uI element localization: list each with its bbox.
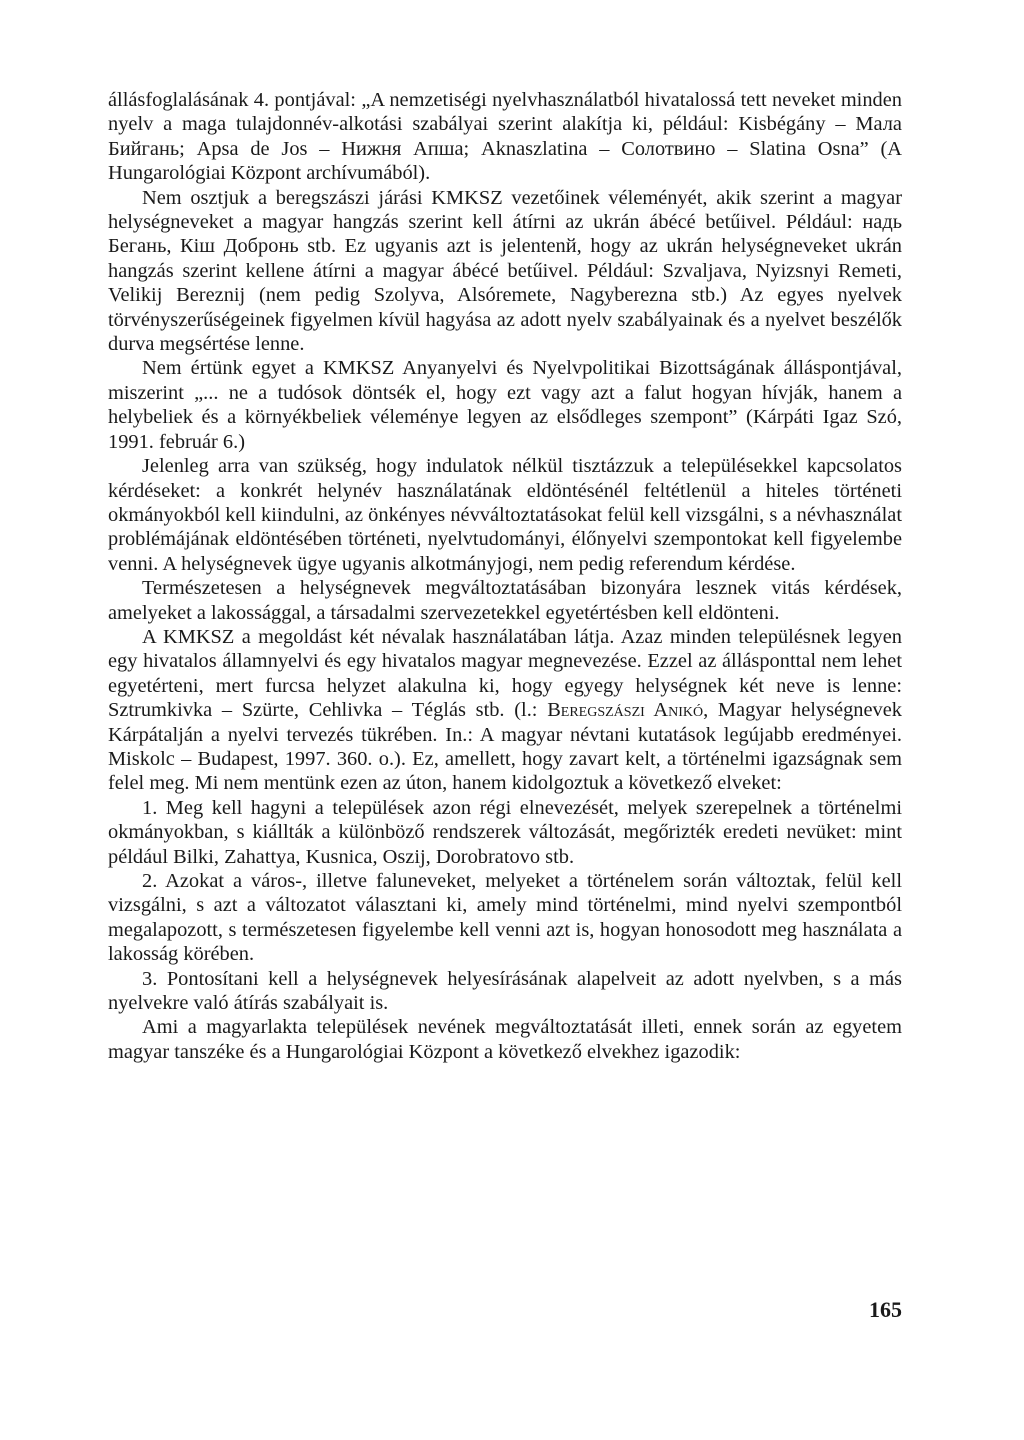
page-body bbox=[108, 88, 902, 1064]
paragraph-2: Nem osztjuk a beregszászi járási KMKSZ vezetőinek véleményét, akik szerint a magyar helységneveket a magyar hangzás szerint kell átírni az ukrán ábécé betűivel. Például: надь Бегань, Кіш Добронь stb. Ez ugyanis azt is jelentenй, hogy az ukrán helységneveket ukrán hangzás szerint kellene átírni a magyar ábécé betűivel. Például: Szvaljava, Nyizsnyi Remeti, Velikij Bereznij (nem pedig Szolyva, Alsóremete, Nagyberezna stb.) Az egyes nyelvek törvényszerűségeinek figyelmen kívül hagyása az adott nyelv szabályainak és a nyelvet beszélők durva megsértése lenne. bbox=[108, 186, 902, 356]
paragraph-3: Nem értünk egyet a KMKSZ Anyanyelvi és Nyelvpolitikai Bizottságának álláspontjával, miszerint „... ne a tudósok döntsék el, hogy ezt vagy azt a falut hogyan hívják, hanem a helybeliek és a környékbeliek véleménye legyen az elsődleges szempont” (Kárpáti Igaz Szó, 1991. február 6.) bbox=[108, 357, 902, 453]
citation-author: Beregszászi Anikó bbox=[547, 699, 704, 722]
paragraph-5: Természetesen a helységnevek megváltoztatásában bizonyára lesznek vitás kérdések, amelyeket a lakossággal, a társadalmi szervezetekkel egyetértésben kell eldönteni. bbox=[108, 577, 902, 624]
list-item-3: 3. Pontosítani kell a helységnevek helyesírásának alapelveit az adott nyelvben, s a más nyelvekre való átírás szabályait is. bbox=[108, 967, 902, 1015]
paragraph-final: Ami a magyarlakta települések nevének megváltoztatását illeti, ennek során az egyetem magyar tanszéke és a Hungarológiai Központ a következő elvekhez igazodik: bbox=[108, 1016, 902, 1063]
paragraph-4: Jelenleg arra van szükség, hogy indulatok nélkül tisztázzuk a településekkel kapcsolatos kérdéseket: a konkrét helynév használatának eldöntésénél feltétlenül a hiteles történeti okmányokból kell kiindulni, az önkényes névváltoztatásokat felül kell vizsgálni, s a névhasználat problémájának eldöntésében történeti, nyelvtudományi, élőnyelvi szempontokat kell figyelembe venni. A helységnevek ügye ugyanis alkotmányjogi, nem pedig referendum kérdése. bbox=[108, 455, 902, 575]
paragraph-1: állásfoglalásának 4. pontjával: „A nemzetiségi nyelvhasználatból hivatalossá tett neveket minden nyelv a maga tulajdonnév-alkotási szabályai szerint alakítja ki, például: Kisbégány – Мала Бийгань; Apsa de Jos – Нижня Апша; Aknaszlatina – Солотвино – Slatina Osna” (A Hungarológiai Központ archívumából). bbox=[108, 89, 902, 185]
citation-rest: , Magyar helységnevek Kárpátalján a nyelvi tervezés tükrében. In.: A magyar névtani kutatások legújabb eredményei. Miskolc – Budapest, 1997. 360. o.). Ez, amellett, hogy zavart kelt, a történelmi igazságnak sem felel meg. Mi nem mentünk ezen az úton, hanem kidolgoztuk a következő elveket: bbox=[108, 699, 902, 795]
paragraph-6-text: A KMKSZ a megoldást két névalak használatában látja. Azaz minden településnek legyen egy hivatalos államnyelvi és egy hivatalos magyar megnevezése. Ezzel az állásponttal nem lehet egyetérteni, mert furcsa helyzet alakulna ki, hogy egyegy helységnek két neve is lenne: Sztrumkivka – Szürte, Cehlivka – Téglás stb. (l.: bbox=[108, 625, 902, 722]
page-number: 165 bbox=[869, 1297, 902, 1322]
list-item-2: 2. Azokat a város-, illetve faluneveket, melyeket a történelem során változtak, felül kell vizsgálni, s azt a változatot választani ki, amely mind történelmi, mind nyelvi szempontból megalapozott, s természetesen figyelembe kell venni azt is, hogyan honosodott meg használata a lakosság körében. bbox=[108, 870, 902, 966]
paragraph-6 bbox=[108, 625, 902, 796]
list-item-1: 1. Meg kell hagyni a települések azon régi elnevezését, melyek szerepelnek a történelmi okmányokban, s kiállták a különböző rendszerek változását, megőrizték eredeti nevüket: mint például Bilki, Zahattya, Kusnica, Oszij, Dorobratovo stb. bbox=[108, 796, 902, 868]
